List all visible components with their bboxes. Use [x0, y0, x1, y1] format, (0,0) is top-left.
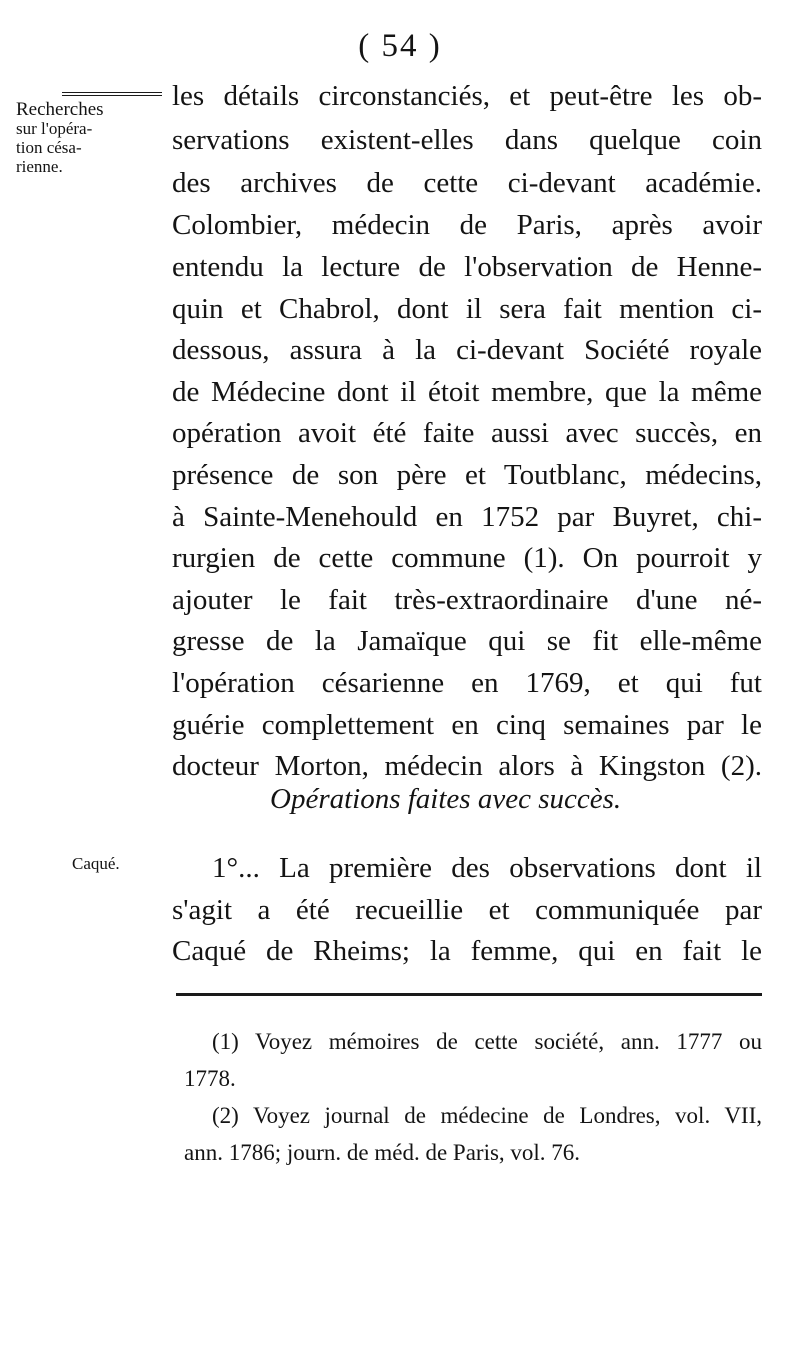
body-line: s'agit a été recueillie et communiquée par	[172, 894, 762, 926]
margin-note-caque: Caqué.	[72, 854, 120, 873]
body-line: servations existent-elles dans quelque coin	[172, 124, 762, 156]
footnote-line: (1) Voyez mémoires de cette société, ann. 1777 ou	[212, 1029, 762, 1054]
margin-rule	[62, 92, 162, 96]
body-line: 1°... La première des observations dont il	[212, 852, 762, 884]
body-line: rurgien de cette commune (1). On pourroit y	[172, 542, 762, 574]
body-line: les détails circonstanciés, et peut-être les ob-	[172, 80, 762, 112]
margin-note	[16, 100, 166, 176]
body-line: entendu la lecture de l'observation de Henne-	[172, 251, 762, 283]
margin-note-line: sur l'opéra-	[16, 119, 93, 138]
body-line: présence de son père et Toutblanc, médecins,	[172, 459, 762, 491]
body-line: à Sainte-Menehould en 1752 par Buyret, chi-	[172, 501, 762, 533]
body-line: quin et Chabrol, dont il sera fait mention ci-	[172, 293, 762, 325]
margin-note-line: Recherches	[16, 99, 104, 120]
footnote-rule	[176, 993, 762, 996]
body-line: l'opération césarienne en 1769, et qui fut	[172, 667, 762, 699]
body-line: guérie complettement en cinq semaines par le	[172, 709, 762, 741]
footnote-line: ann. 1786; journ. de méd. de Paris, vol. 76.	[184, 1140, 581, 1165]
body-line: des archives de cette ci-devant académie.	[172, 167, 762, 199]
page-number: ( 54 )	[358, 28, 442, 64]
footnote-line: 1778.	[184, 1066, 236, 1091]
section-heading: Opérations faites avec succès.	[270, 783, 622, 815]
footnote-line: (2) Voyez journal de médecine de Londres, vol. VII,	[212, 1103, 762, 1128]
body-line: Caqué de Rheims; la femme, qui en fait le	[172, 935, 762, 967]
body-line: ajouter le fait très-extraordinaire d'une né-	[172, 584, 762, 616]
body-line: Colombier, médecin de Paris, après avoir	[172, 209, 762, 241]
body-line: de Médecine dont il étoit membre, que la même	[172, 376, 762, 408]
margin-note-line: tion césa-	[16, 138, 82, 157]
body-line: docteur Morton, médecin alors à Kingston (2).	[172, 750, 762, 782]
body-line: dessous, assura à la ci-devant Société royale	[172, 334, 762, 366]
body-line: opération avoit été faite aussi avec succès, en	[172, 417, 762, 449]
margin-note-line: rienne.	[16, 157, 63, 176]
body-line: gresse de la Jamaïque qui se fit elle-même	[172, 625, 762, 657]
